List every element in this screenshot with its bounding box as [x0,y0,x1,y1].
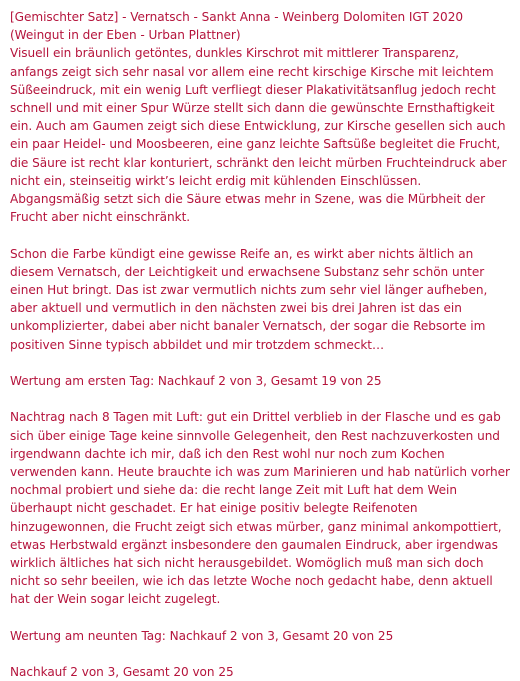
final-rating: Nachkauf 2 von 3, Gesamt 20 von 25 [10,665,234,680]
tasting-note-paragraph-3: Nachtrag nach 8 Tagen mit Luft: gut ein Drittel verblieb in der Flasche und es gab sich über einige Tage keine sinnvolle Gelegenheit, den Rest nachzuverkosten und irgendwann dachte ich mir, daß ich den Rest wohl nur noch zum Kochen verwenden kann. Heute brauchte ich was zum Marinieren und hab natürlich vorher nochmal probiert und siehe da: die recht lange Zeit mit Luft hat dem Wein überhaupt nicht geschadet. Er hat einige positiv belegte Reifenoten hinzugewonnen, die Frucht zeigt sich etwas mürber, ganz minimal ankompottiert, etwas Herbstwald ergänzt insbesondere den gaumalen Eindruck, aber irgendwas wirklich ältliches hat sich nicht herausgebildet. Womöglich muß man sich doch nicht so sehr beeilen, wie ich das letzte Woche noch gedacht habe, denn aktuell hat der Wein sogar leicht zugelegt. [10,410,510,607]
wine-title: [Gemischter Satz] - Vernatsch - Sankt Anna - Weinberg Dolomiten IGT 2020 [10,10,463,24]
wine-header [10,8,510,44]
rating-day-1: Wertung am ersten Tag: Nachkauf 2 von 3, Gesamt 19 von 25 [10,374,382,389]
tasting-note-paragraph-1: Visuell ein bräunlich getöntes, dunkles Kirschrot mit mittlerer Transparenz, anfangs zeigt sich sehr nasal vor allem eine recht kirschige Kirsche mit leichtem Süßeeindruck, mit ein wenig Luft verfliegt dieser Plakativitätsanflug jedoch recht schnell und mit einer Spur Würze stellt sich dann die gewünschte Ernsthaftigkeit ein. Auch am Gaumen zeigt sich diese Entwicklung, zur Kirsche gesellen sich auch ein paar Heidel- und Moosbeeren, eine ganz leichte Saftsüße begleitet die Frucht, die Säure ist recht klar konturiert, schränkt den leicht mürben Fruchteindruck aber nicht ein, steinseitig wirkt’s leicht erdig mit kühlenden Einschlüssen. Abgangsmäßig setzt sich die Säure etwas mehr in Szene, was die Mürbheit der Frucht aber nicht einschränkt. [10,46,507,225]
tasting-note-paragraph-2: Schon die Farbe kündigt eine gewisse Reife an, es wirkt aber nichts ältlich an diesem Vernatsch, der Leichtigkeit und erwachsene Substanz sehr schön unter einen Hut bringt. Das ist zwar vermutlich nichts zum sehr viel länger aufheben, aber aktuell und vermutlich in den nächsten zwei bis drei Jahren ist das ein unkomplizierter, dabei aber nicht banaler Vernatsch, der sogar die Rebsorte im positiven Sinne typisch abbildet und mir trotzdem schmeckt… [10,246,488,352]
rating-day-9: Wertung am neunten Tag: Nachkauf 2 von 3, Gesamt 20 von 25 [10,628,394,643]
wine-producer: (Weingut in der Eben - Urban Plattner) [10,28,241,43]
